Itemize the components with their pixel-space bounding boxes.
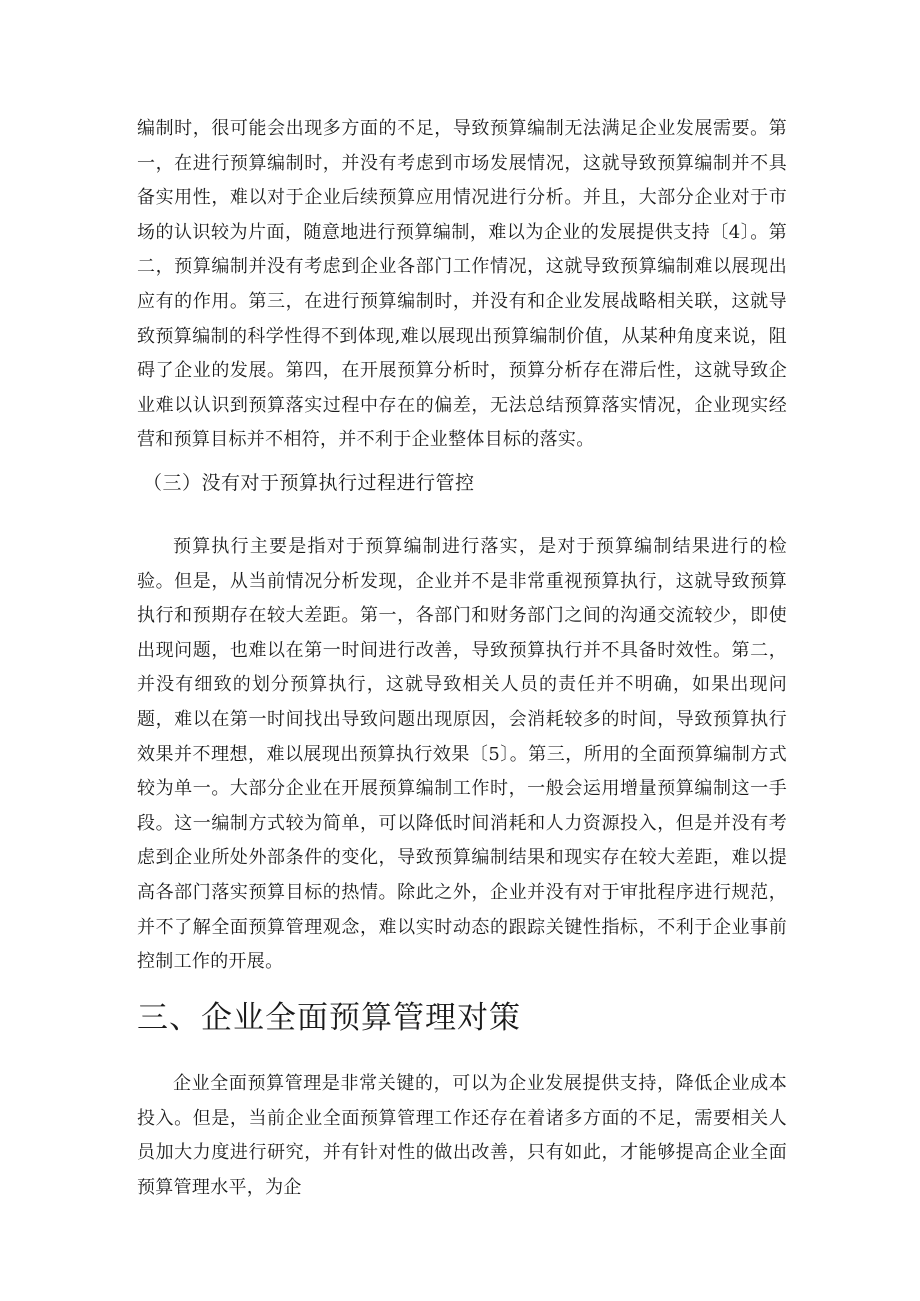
paragraph-countermeasures: 企业全面预算管理是非常关键的，可以为企业发展提供支持，降低企业成本投入。但是，当前企业全面预算管理工作还存在着诸多方面的不足，需要相关人员加大力度进行研究，并有针对性的做出改善，只有如此，才能够提高企业全面预算管理水平，为企	[137, 1073, 787, 1198]
paragraph-budget-compilation: 编制时，很可能会出现多方面的不足，导致预算编制无法满足企业发展需要。第一，在进行预算编制时，并没有考虑到市场发展情况，这就导致预算编制并不具备实用性，难以对于企业后续预算应用情况进行分析。并且，大部分企业对于市场的认识较为片面，随意地进行预算编制，难以为企业的发展提供支持〔4〕。第二，预算编制并没有考虑到企业各部门工作情况，这就导致预算编制难以展现出应有的作用。第三，在进行预算编制时，并没有和企业发展战略相关联，这就导致预算编制的科学性得不到体现,难以展现出预算编制价值，从某种角度来说，阻碍了企业的发展。第四，在开展预算分析时，预算分析存在滞后性，这就导致企业难以认识到预算落实过程中存在的偏差，无法总结预算落实情况，企业现实经营和预算目标并不相符，并不利于企业整体目标的落实。	[137, 118, 787, 451]
section-heading: 三、企业全面预算管理对策	[137, 1000, 521, 1036]
subsection-heading: （三）没有对于预算执行过程进行管控	[143, 472, 475, 494]
paragraph-budget-execution: 预算执行主要是指对于预算编制进行落实，是对于预算编制结果进行的检验。但是，从当前情况分析发现，企业并不是非常重视预算执行，这就导致预算执行和预期存在较大差距。第一，各部门和财务部门之间的沟通交流较少，即使出现问题，也难以在第一时间进行改善，导致预算执行并不具备时效性。第二，并没有细致的划分预算执行，这就导致相关人员的责任并不明确，如果出现问题，难以在第一时间找出导致问题出现原因，会消耗较多的时间，导致预算执行效果并不理想，难以展现出预算执行效果〔5〕。第三，所用的全面预算编制方式较为单一。大部分企业在开展预算编制工作时，一般会运用增量预算编制这一手段。这一编制方式较为简单，可以降低时间消耗和人力资源投入，但是并没有考虑到企业所处外部条件的变化，导致预算编制结果和现实存在较大差距，难以提高各部门落实预算目标的热情。除此之外，企业并没有对于审批程序进行规范，并不了解全面预算管理观念，难以实时动态的跟踪关键性指标，不利于企业事前控制工作的开展。	[137, 536, 787, 973]
